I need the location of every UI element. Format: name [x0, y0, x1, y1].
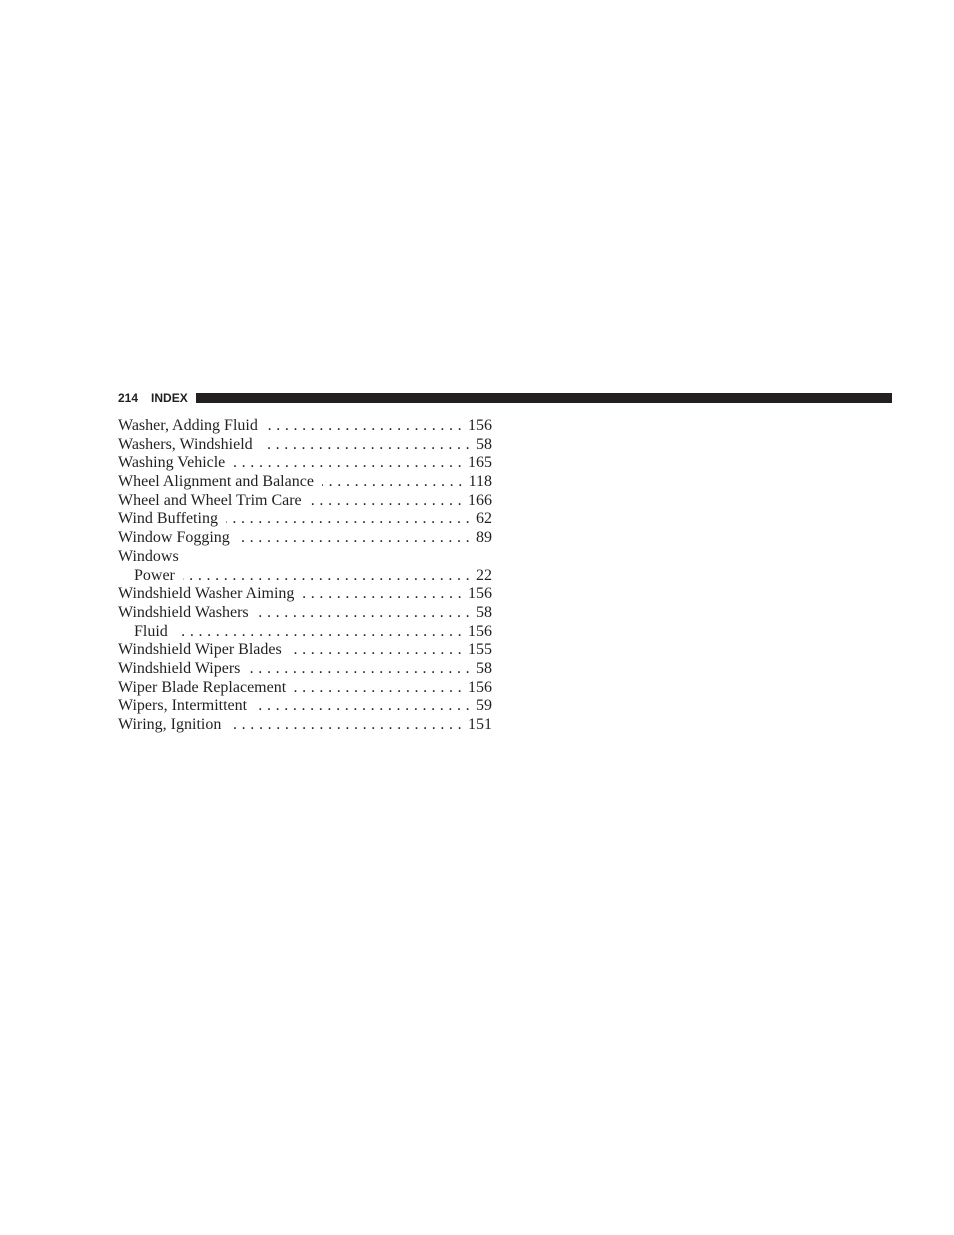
index-term: Washers, Windshield	[118, 435, 253, 453]
index-term: Windows	[118, 547, 179, 565]
index-term: Wipers, Intermittent	[118, 697, 248, 715]
index-heading	[118, 548, 492, 567]
index-subentry	[118, 567, 492, 586]
page-number: 214	[118, 391, 139, 405]
dot-leader	[261, 436, 470, 455]
dot-leader	[257, 604, 470, 623]
index-page: 118	[468, 473, 492, 491]
index-term: Power	[134, 566, 175, 584]
index-entry	[118, 436, 492, 455]
index-entry	[118, 585, 492, 604]
dot-leader	[310, 492, 462, 511]
index-page: 165	[468, 454, 492, 472]
index-term: Washing Vehicle	[118, 454, 226, 472]
index-term: Washer, Adding Fluid	[118, 417, 258, 434]
index-page: 59	[476, 697, 492, 715]
dot-leader	[266, 417, 462, 436]
index-page: 62	[476, 510, 492, 528]
index-page: 89	[476, 529, 492, 547]
dot-leader	[229, 716, 462, 735]
index-entry	[118, 492, 492, 511]
dot-leader	[238, 529, 470, 548]
index-entry	[118, 529, 492, 548]
index-term: Wheel and Wheel Trim Care	[118, 491, 302, 509]
header-rule	[196, 393, 892, 403]
index-entry	[118, 417, 492, 436]
dot-leader	[233, 454, 462, 473]
index-entry	[118, 454, 492, 473]
index-page: 58	[476, 659, 492, 677]
running-header	[118, 390, 892, 406]
index-term: Windshield Washers	[118, 603, 249, 621]
index-page: 155	[468, 641, 492, 659]
index-page: 22	[476, 566, 492, 584]
index-page: 156	[468, 417, 492, 434]
index-page: 151	[468, 716, 492, 733]
index-entry	[118, 679, 492, 698]
dot-leader	[226, 510, 470, 529]
dot-leader	[322, 473, 463, 492]
dot-leader	[290, 641, 462, 660]
index-page: 156	[468, 678, 492, 696]
dot-leader	[248, 660, 470, 679]
index-entry	[118, 604, 492, 623]
dot-leader	[183, 567, 470, 586]
index-entry	[118, 641, 492, 660]
dot-leader	[294, 679, 462, 698]
index-term: Wind Buffeting	[118, 510, 218, 528]
index-entry	[118, 473, 492, 492]
index-entry	[118, 660, 492, 679]
index-term: Windshield Wipers	[118, 659, 241, 677]
index-subentry	[118, 623, 492, 642]
index-page: 58	[476, 603, 492, 621]
index-term: Window Fogging	[118, 529, 230, 547]
index-page: 156	[468, 622, 492, 640]
index-page: 166	[468, 491, 492, 509]
index-entry	[118, 716, 492, 735]
index-page: 58	[476, 435, 492, 453]
index-entry	[118, 510, 492, 529]
index-term: Wiring, Ignition	[118, 716, 222, 733]
index-term: Wiper Blade Replacement	[118, 678, 287, 696]
index-term: Wheel Alignment and Balance	[118, 473, 314, 491]
index-term: Fluid	[134, 622, 168, 640]
dot-leader	[176, 623, 462, 642]
section-title: INDEX	[151, 391, 188, 405]
index-term: Windshield Wiper Blades	[118, 641, 282, 659]
dot-leader	[255, 697, 470, 716]
index-page: 156	[468, 585, 492, 603]
index-list	[118, 417, 492, 735]
dot-leader	[302, 585, 462, 604]
index-entry	[118, 697, 492, 716]
index-term: Windshield Washer Aiming	[118, 585, 295, 603]
